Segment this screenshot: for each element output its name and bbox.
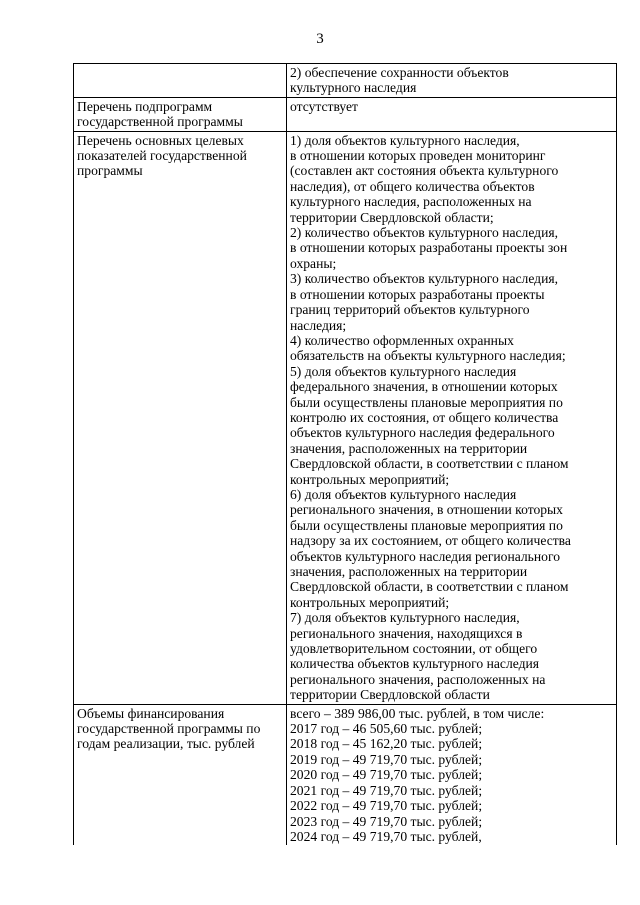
label-line: показателей государственной: [77, 148, 247, 164]
label-line: программы: [77, 163, 143, 179]
content-line: удовлетворительном состоянии, от общего: [290, 641, 538, 657]
row-label-cell: [74, 704, 287, 845]
content-line: обязательств на объекты культурного наследия;: [290, 348, 566, 364]
content-line: 2020 год – 49 719,70 тыс. рублей;: [290, 767, 483, 783]
content-line: 7) доля объектов культурного наследия,: [290, 610, 520, 626]
content-line: (составлен акт состояния объекта культурного: [290, 163, 559, 179]
label-line: государственной программы по: [77, 721, 261, 737]
content-line: контрольных мероприятий;: [290, 594, 450, 610]
content-line: 2) обеспечение сохранности объектов: [290, 65, 509, 80]
content-line: 2) количество объектов культурного наследия,: [290, 225, 559, 241]
content-line: были осуществлены плановые мероприятия по: [290, 517, 563, 533]
row-content-cell: [287, 704, 617, 845]
content-line: 2023 год – 49 719,70 тыс. рублей;: [290, 813, 483, 829]
content-line: охраны;: [290, 255, 337, 271]
row-content-cell: [287, 97, 617, 131]
label-line: Перечень основных целевых: [77, 132, 244, 148]
content-line: были осуществлены плановые мероприятия по: [290, 394, 563, 410]
content-line: наследия;: [290, 317, 347, 333]
content-line: территории Свердловской области: [290, 687, 490, 703]
content-line: отсутствует: [290, 98, 359, 114]
content-line: Свердловской области, в соответствии с планом: [290, 456, 569, 472]
content-line: объектов культурного наследия федерального: [290, 425, 555, 441]
content-line: значения, расположенных на территории: [290, 440, 528, 456]
content-line: культурного наследия, расположенных на: [290, 194, 532, 210]
content-line: 2018 год – 45 162,20 тыс. рублей;: [290, 736, 483, 752]
table-row: [74, 131, 617, 704]
content-line: регионального значения, в отношении которых: [290, 502, 563, 518]
content-line: 5) доля объектов культурного наследия: [290, 363, 517, 379]
content-line: объектов культурного наследия регионального: [290, 548, 560, 564]
row-content-cell: [287, 131, 617, 704]
content-line: регионального значения, находящихся в: [290, 625, 523, 641]
row-label-cell: [74, 131, 287, 704]
content-line: всего – 389 986,00 тыс. рублей, в том числе:: [290, 705, 545, 721]
content-line: надзору за их состоянием, от общего количества: [290, 533, 571, 549]
content-line: Свердловской области, в соответствии с планом: [290, 579, 569, 595]
content-line: 1) доля объектов культурного наследия,: [290, 132, 520, 148]
row-label-cell: [74, 97, 287, 131]
content-line: 4) количество оформленных охранных: [290, 332, 514, 348]
content-line: наследия), от общего количества объектов: [290, 178, 535, 194]
content-line: 2019 год – 49 719,70 тыс. рублей;: [290, 751, 483, 767]
content-line: значения, расположенных на территории: [290, 564, 528, 579]
content-line: 2024 год – 49 719,70 тыс. рублей,: [290, 828, 482, 844]
passport-table: [73, 63, 617, 845]
content-line: контрольных мероприятий;: [290, 471, 450, 487]
label-line: годам реализации, тыс. рублей: [77, 736, 255, 752]
content-line: границ территорий объектов культурного: [290, 302, 530, 318]
label-line: Перечень подпрограмм: [77, 98, 213, 114]
label-line: государственной программы: [77, 114, 243, 130]
content-line: 2017 год – 46 505,60 тыс. рублей;: [290, 721, 483, 737]
content-line: контролю их состояния, от общего количества: [290, 409, 559, 425]
content-line: федерального значения, в отношении которых: [290, 379, 558, 395]
content-line: в отношении которых разработаны проекты: [290, 286, 545, 302]
content-line: культурного наследия: [290, 80, 417, 96]
content-line: 2021 год – 49 719,70 тыс. рублей;: [290, 782, 483, 798]
row-content-cell: [287, 64, 617, 98]
table-row: [74, 704, 617, 845]
content-line: 6) доля объектов культурного наследия: [290, 486, 517, 502]
content-line: 2022 год – 49 719,70 тыс. рублей;: [290, 798, 483, 814]
content-line: регионального значения, расположенных на: [290, 671, 546, 687]
content-line: в отношении которых проведен мониторинг: [290, 148, 546, 164]
content-line: в отношении которых разработаны проекты зон: [290, 240, 568, 256]
page-number: 3: [316, 31, 324, 47]
table-row: [74, 64, 617, 98]
content-line: 3) количество объектов культурного наследия,: [290, 271, 559, 287]
content-line: территории Свердловской области;: [290, 209, 494, 225]
content-line: количества объектов культурного наследия: [290, 656, 540, 672]
row-label-cell: [74, 64, 287, 98]
table-row: [74, 97, 617, 131]
label-line: Объемы финансирования: [77, 705, 225, 721]
